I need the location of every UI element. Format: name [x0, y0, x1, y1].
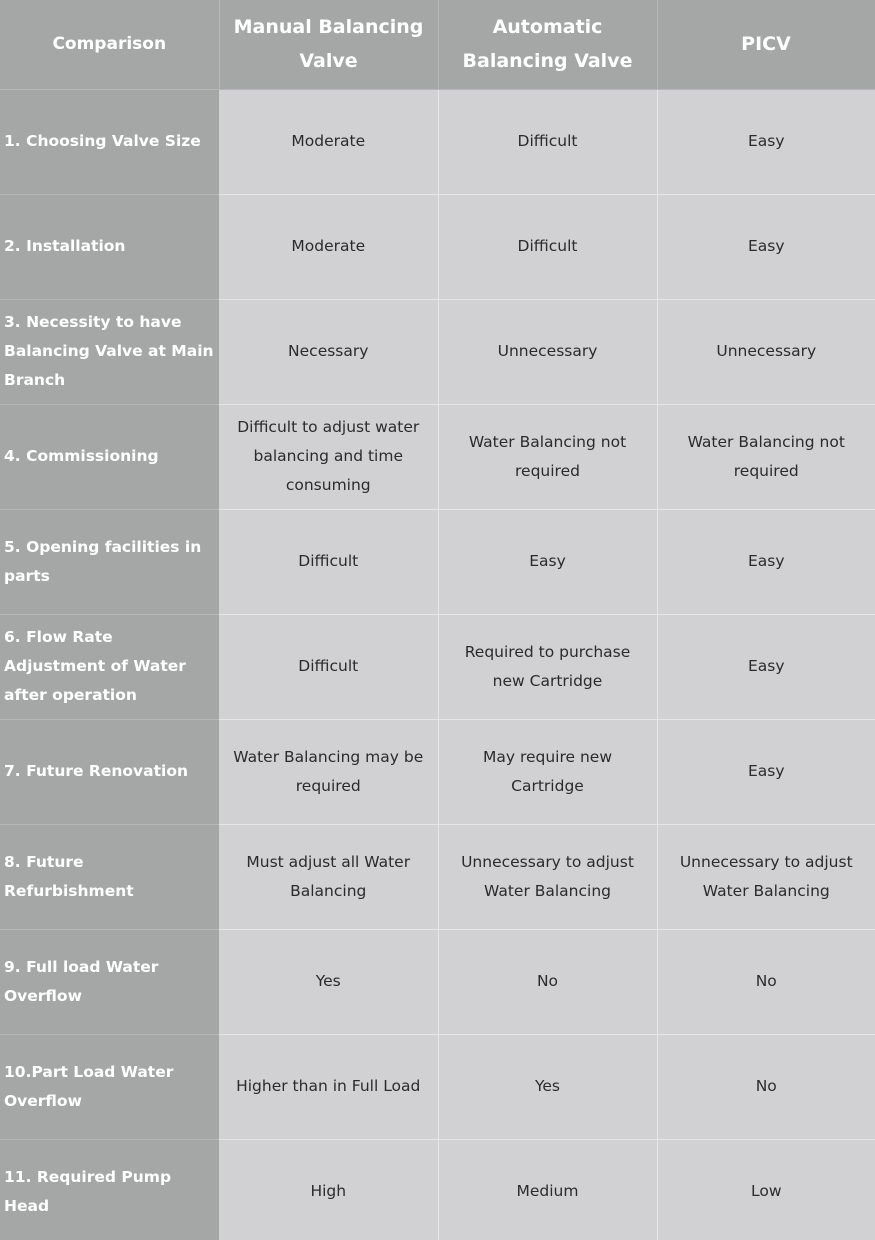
automatic-cell: Required to purchase new Cartridge [438, 614, 657, 719]
picv-cell: Easy [657, 509, 875, 614]
row-label: 11. Required Pump Head [0, 1139, 219, 1240]
row-label: 4. Commissioning [0, 404, 219, 509]
automatic-cell: Unnecessary [438, 299, 657, 404]
picv-cell: Easy [657, 194, 875, 299]
picv-cell: Low [657, 1139, 875, 1240]
picv-cell: Easy [657, 89, 875, 194]
manual-cell: Moderate [219, 89, 438, 194]
picv-cell: Unnecessary [657, 299, 875, 404]
manual-cell: Difficult [219, 509, 438, 614]
row-label: 7. Future Renovation [0, 719, 219, 824]
manual-cell: Difficult [219, 614, 438, 719]
row-label: 2. Installation [0, 194, 219, 299]
automatic-cell: Unnecessary to adjust Water Balancing [438, 824, 657, 929]
table-row [0, 719, 875, 824]
header-picv: PICV [657, 0, 875, 89]
automatic-cell: Yes [438, 1034, 657, 1139]
automatic-cell: Difficult [438, 89, 657, 194]
row-label: 1. Choosing Valve Size [0, 89, 219, 194]
picv-cell: Easy [657, 614, 875, 719]
table-row [0, 614, 875, 719]
automatic-cell: Medium [438, 1139, 657, 1240]
header-manual-balancing-valve: Manual Balancing Valve [219, 0, 438, 89]
row-label: 8. Future Refurbishment [0, 824, 219, 929]
picv-cell: Water Balancing not required [657, 404, 875, 509]
table-row [0, 509, 875, 614]
manual-cell: Higher than in Full Load [219, 1034, 438, 1139]
table-row [0, 1139, 875, 1240]
manual-cell: Yes [219, 929, 438, 1034]
picv-cell: Easy [657, 719, 875, 824]
picv-cell: No [657, 1034, 875, 1139]
manual-cell: Water Balancing may be required [219, 719, 438, 824]
picv-cell: Unnecessary to adjust Water Balancing [657, 824, 875, 929]
table-row [0, 824, 875, 929]
manual-cell: Must adjust all Water Balancing [219, 824, 438, 929]
manual-cell: Necessary [219, 299, 438, 404]
header-comparison: Comparison [0, 0, 219, 89]
row-label: 5. Opening facilities in parts [0, 509, 219, 614]
manual-cell: High [219, 1139, 438, 1240]
table-row [0, 929, 875, 1034]
table-row [0, 1034, 875, 1139]
table-row [0, 299, 875, 404]
manual-cell: Moderate [219, 194, 438, 299]
table-row [0, 194, 875, 299]
picv-cell: No [657, 929, 875, 1034]
row-label: 9. Full load Water Overflow [0, 929, 219, 1034]
automatic-cell: Easy [438, 509, 657, 614]
header-row [0, 0, 875, 89]
automatic-cell: Difficult [438, 194, 657, 299]
automatic-cell: Water Balancing not required [438, 404, 657, 509]
row-label: 3. Necessity to have Balancing Valve at Main Branch [0, 299, 219, 404]
automatic-cell: No [438, 929, 657, 1034]
row-label: 10.Part Load Water Overflow [0, 1034, 219, 1139]
row-label: 6. Flow Rate Adjustment of Water after operation [0, 614, 219, 719]
header-automatic-balancing-valve: Automatic Balancing Valve [438, 0, 657, 89]
table-row [0, 89, 875, 194]
automatic-cell: May require new Cartridge [438, 719, 657, 824]
table-row [0, 404, 875, 509]
manual-cell: Difficult to adjust water balancing and time consuming [219, 404, 438, 509]
